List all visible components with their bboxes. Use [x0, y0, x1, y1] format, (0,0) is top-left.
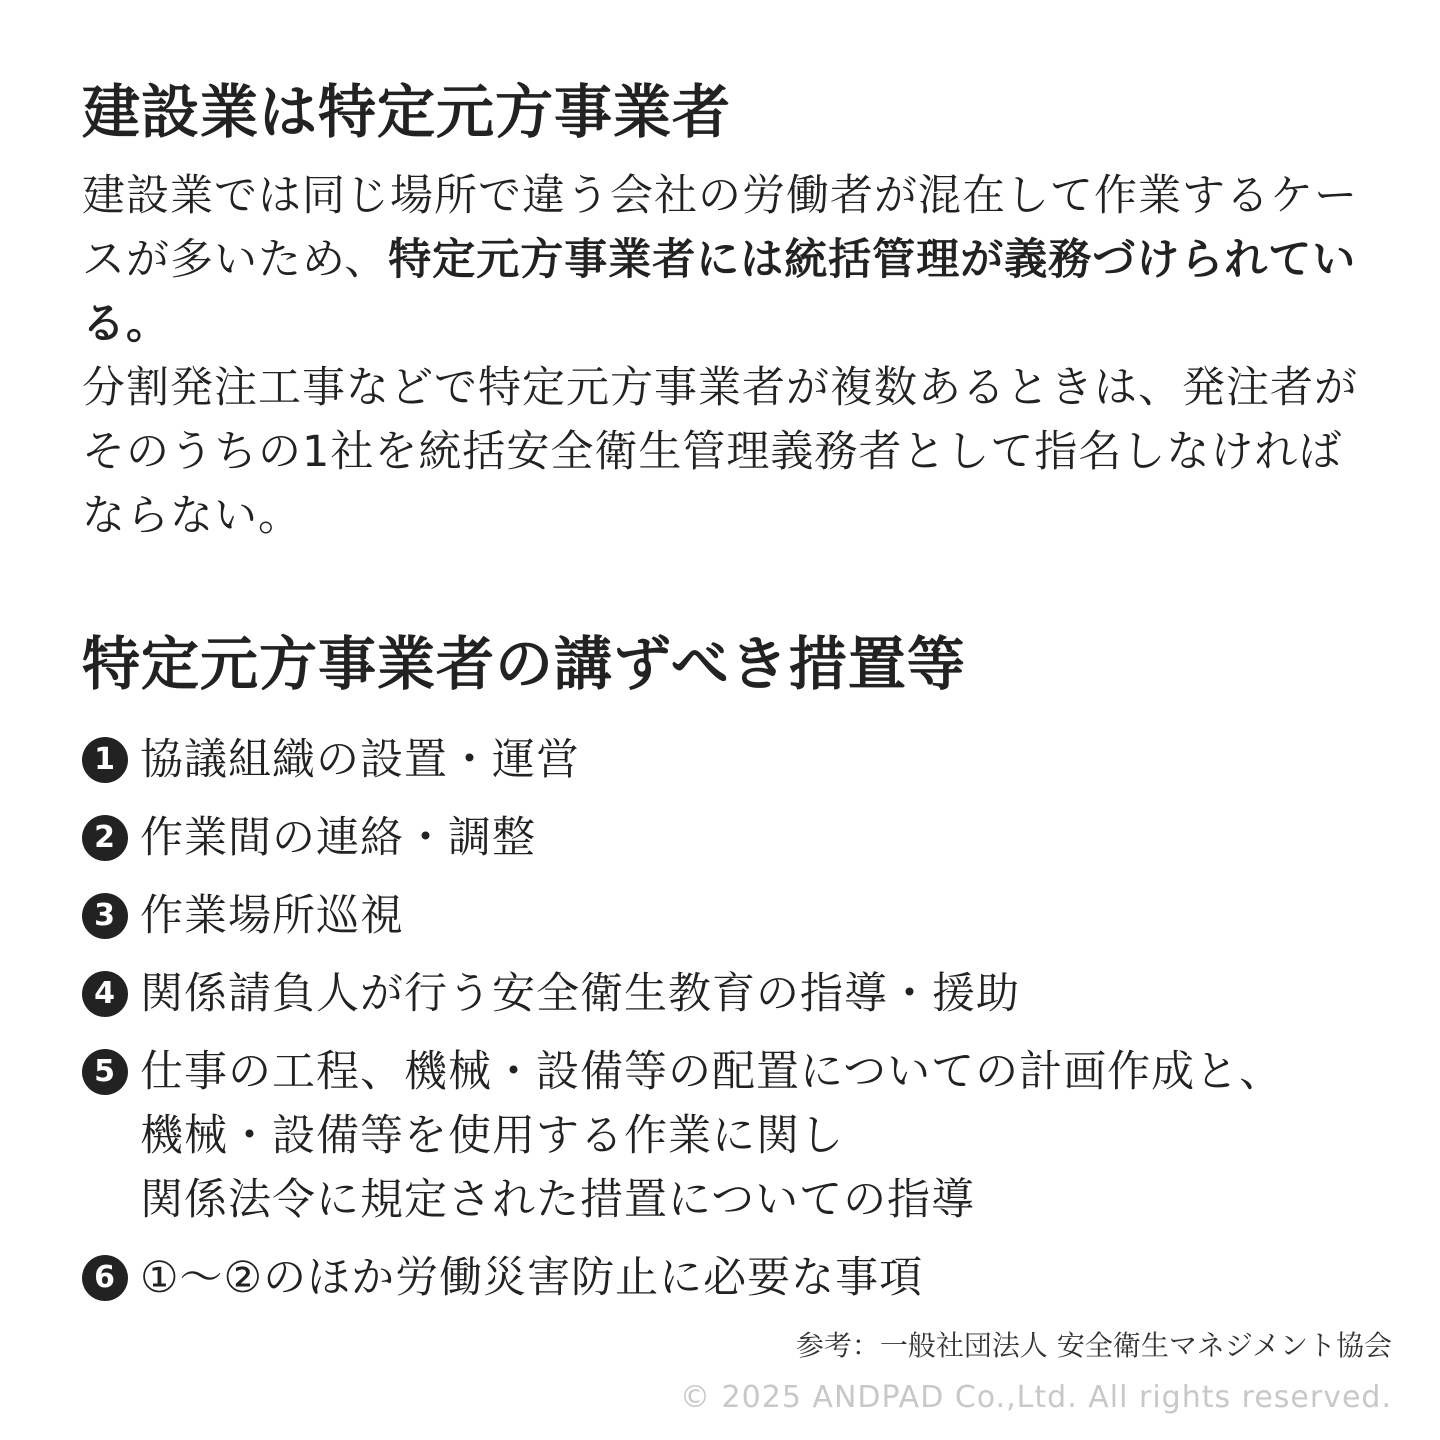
section-special-contractor	[82, 70, 1372, 548]
list-item-line: 作業間の連絡・調整	[140, 813, 536, 863]
list-item-line: 機械・設備等を使用する作業に関し	[140, 1111, 844, 1161]
list-item-line: 協議組織の設置・運営	[140, 735, 580, 785]
paragraph-designation: 分割発注工事などで特定元方事業者が複数あるときは、発注者がそのうちの1社を統括安全衛生管理義務者として指名しなければならない。	[82, 363, 1358, 541]
paragraph-management-duty	[82, 164, 1372, 356]
number-badge-icon: 4	[82, 971, 128, 1017]
number-badge-icon: 2	[82, 815, 128, 861]
list-item-text	[140, 806, 536, 870]
list-item-text	[140, 1040, 1283, 1232]
list-item	[82, 962, 1372, 1026]
list-item	[82, 1246, 1372, 1310]
list-item-line: 関係請負人が行う安全衛生教育の指導・援助	[140, 969, 1020, 1019]
list-item-line: ①〜②のほか労働災害防止に必要な事項	[140, 1253, 924, 1303]
section-title-special-contractor: 建設業は特定元方事業者	[82, 78, 732, 146]
section-measures	[82, 622, 1372, 1310]
list-item-line: 作業場所巡視	[140, 891, 404, 941]
measures-list	[82, 728, 1372, 1310]
list-item-line: 関係法令に規定された措置についての指導	[140, 1175, 976, 1225]
list-item	[82, 728, 1372, 792]
list-item	[82, 1040, 1372, 1232]
copyright-notice: © 2025 ANDPAD Co.,Ltd. All rights reserved.	[680, 1380, 1392, 1415]
reference-credit: 参考：一般社団法人 安全衛生マネジメント協会	[795, 1329, 1392, 1362]
list-item	[82, 884, 1372, 948]
number-badge-icon: 3	[82, 893, 128, 939]
list-item	[82, 806, 1372, 870]
paragraph-text: 建設業では同じ場所で違う会社の労働者が混在して作業するケースが多いため、	[82, 171, 1358, 285]
number-badge-icon: 1	[82, 737, 128, 783]
list-item-text	[140, 728, 580, 792]
list-item-text	[140, 884, 404, 948]
list-item-text	[140, 962, 1020, 1026]
list-item-line: 仕事の工程、機械・設備等の配置についての計画作成と、	[140, 1047, 1284, 1097]
number-badge-icon: 5	[82, 1049, 128, 1095]
section-title-measures: 特定元方事業者の講ずべき措置等	[82, 630, 966, 698]
number-badge-icon: 6	[82, 1255, 128, 1301]
content-area	[82, 70, 1372, 1324]
list-item-text	[140, 1246, 923, 1310]
paragraph-emphasis: 特定元方事業者には統括管理が義務づけられている。	[82, 235, 1357, 349]
